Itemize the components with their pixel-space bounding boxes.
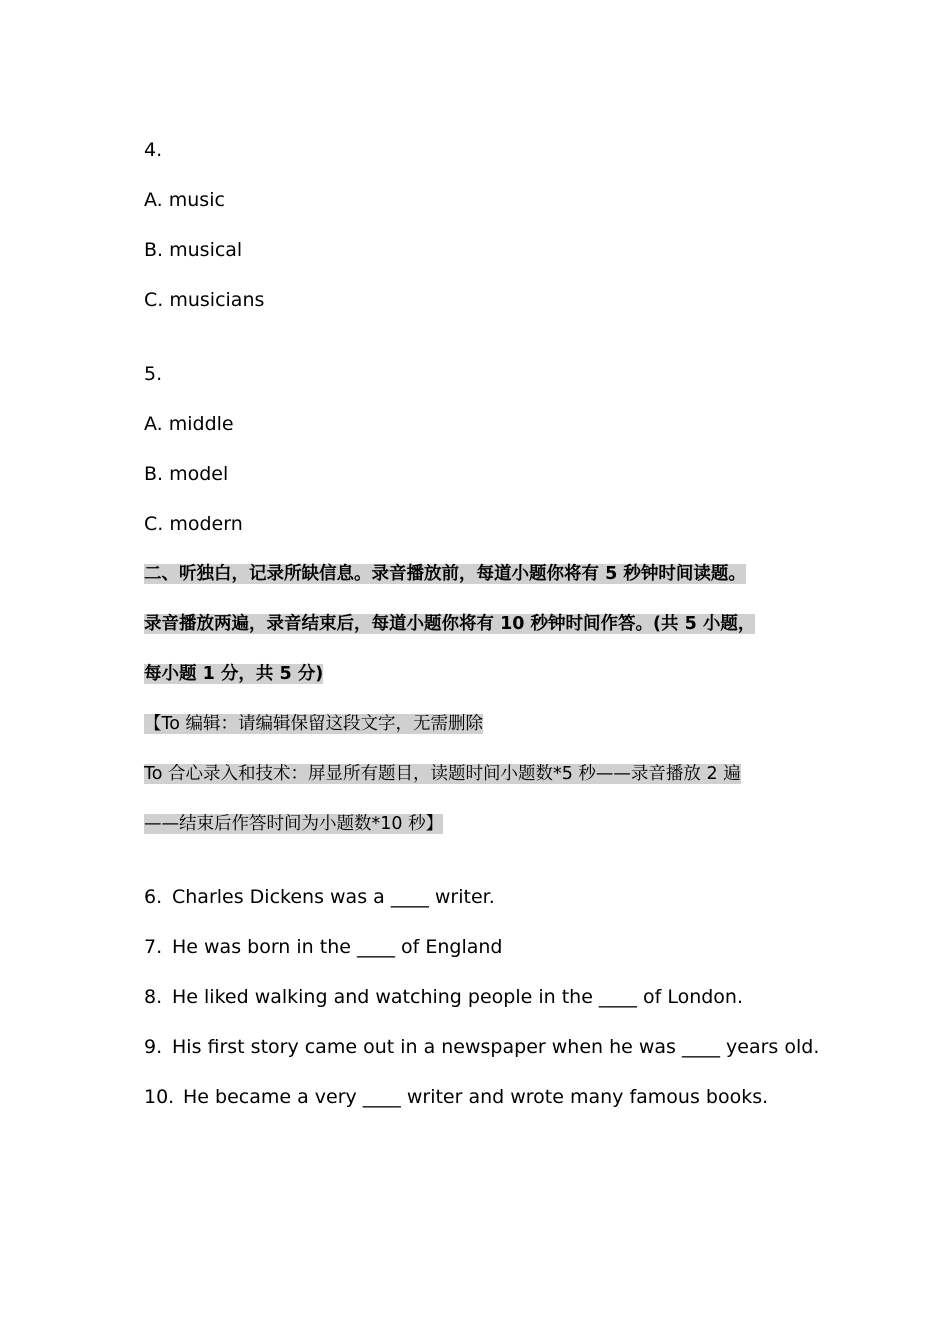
blank-question-6: [144, 884, 495, 910]
editor-note-line: 【To 编辑：请编辑保留这段文字，无需删除: [144, 714, 483, 734]
question-number: 9.: [144, 1036, 163, 1058]
editor-note-line: To 合心录入和技术：屏显所有题目，读题时间小题数*5 秒——录音播放 2 遍: [144, 764, 741, 784]
question-number: 10.: [144, 1086, 175, 1108]
blank-question-8: [144, 984, 743, 1010]
blank-question-7: [144, 934, 503, 960]
option-b: B. model: [144, 463, 229, 485]
question-number: 7.: [144, 936, 163, 958]
option-a: A. music: [144, 189, 225, 211]
question-number: 8.: [144, 986, 163, 1008]
question-number: 4.: [144, 139, 163, 161]
question-text: Charles Dickens was a ____ writer.: [172, 886, 495, 908]
option-c: C. musicians: [144, 289, 265, 311]
question-number: 6.: [144, 886, 163, 908]
option-c: C. modern: [144, 513, 243, 535]
option-a: A. middle: [144, 413, 234, 435]
question-text: He liked walking and watching people in the ____ of London.: [172, 986, 744, 1008]
editor-note-line: ——结束后作答时间为小题数*10 秒】: [144, 814, 444, 834]
instruction-line: 二、听独白，记录所缺信息。录音播放前，每道小题你将有 5 秒钟时间读题。: [144, 564, 746, 584]
question-number: 5.: [144, 363, 163, 385]
option-b: B. musical: [144, 239, 243, 261]
blank-question-10: [144, 1084, 768, 1110]
instruction-line: 录音播放两遍，录音结束后，每道小题你将有 10 秒钟时间作答。(共 5 小题，: [144, 614, 756, 634]
question-text: He became a very ____ writer and wrote many famous books.: [183, 1086, 769, 1108]
blank-question-9: [144, 1034, 819, 1060]
instruction-line: 每小题 1 分，共 5 分): [144, 664, 324, 684]
question-text: He was born in the ____ of England: [172, 936, 503, 958]
question-text: His first story came out in a newspaper when he was ____ years old.: [172, 1036, 820, 1058]
